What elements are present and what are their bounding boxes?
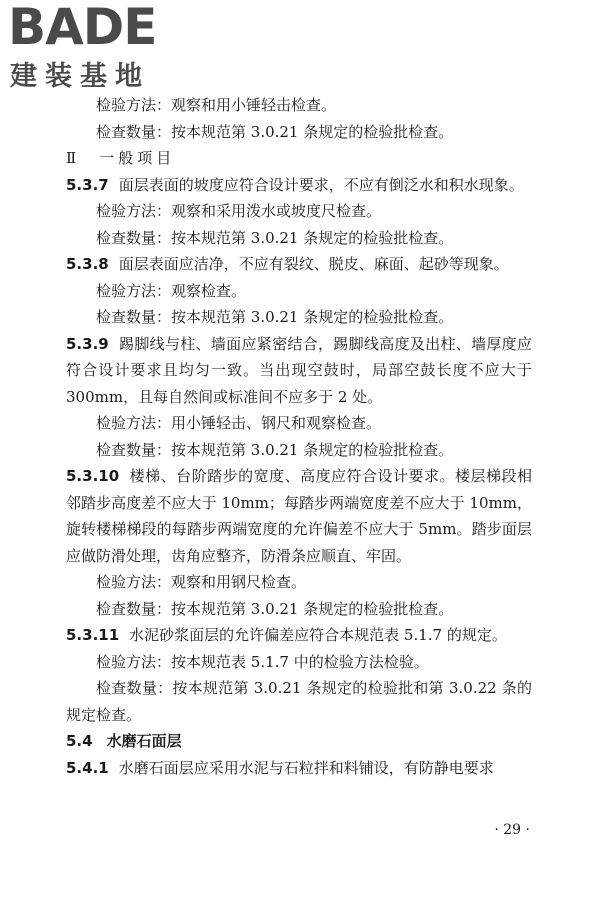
bade-logo <box>8 0 178 92</box>
inspection-quantity: 检查数量：按本规范第 3.0.21 条规定的检验批检查。 <box>96 599 454 618</box>
inspection-quantity: 检查数量：按本规范第 3.0.21 条规定的检验批和第 3.0.22 条的规定检查。 <box>66 679 532 724</box>
clause-5-3-11 <box>66 622 532 649</box>
logo-subtitle: 建装基地 <box>10 61 150 92</box>
clause-5-4-1 <box>66 755 532 782</box>
clause-number: 5.4.1 <box>66 758 109 777</box>
clause-text: 水磨石面层应采用水泥与石粒拌和料铺设，有防静电要求 <box>118 758 494 777</box>
clause-5-3-10 <box>66 463 532 569</box>
clause-text: 踢脚线与柱、墙面应紧密结合，踢脚线高度及出柱、墙厚度应符合设计要求且均匀一致。当出现空鼓时，局部空鼓长度不应大于 300mm，且每自然间或标准间不应多于 2 处。 <box>66 334 532 406</box>
logo-brand: BADE <box>8 0 157 56</box>
document-body <box>66 92 532 781</box>
inspection-method: 检验方法：用小锤轻击、钢尺和观察检查。 <box>96 414 382 432</box>
clause-text: 面层表面应洁净，不应有裂纹、脱皮、麻面、起砂等现象。 <box>118 255 509 273</box>
clause-number: 5.3.10 <box>66 467 120 485</box>
inspection-method: 检验方法：观察和用钢尺检查。 <box>96 573 307 591</box>
clause-text: 水泥砂浆面层的允许偏差应符合本规范表 5.1.7 的规定。 <box>129 626 507 644</box>
clause-text: 面层表面的坡度应符合设计要求，不应有倒泛水和积水现象。 <box>118 175 524 194</box>
section-heading <box>66 728 532 755</box>
clause-number: 5.3.9 <box>66 334 109 353</box>
clause-number: 5.3.11 <box>66 626 120 644</box>
inspection-method: 检验方法：观察和用小锤轻击检查。 <box>96 96 337 114</box>
page-number: · 29 · <box>494 822 530 838</box>
section-title: 水磨石面层 <box>106 732 182 750</box>
inspection-method: 检验方法：观察检查。 <box>96 281 247 300</box>
inspection-quantity: 检查数量：按本规范第 3.0.21 条规定的检验批检查。 <box>96 228 454 247</box>
general-items-heading: Ⅱ 一般项目 <box>66 149 176 167</box>
inspection-quantity: 检查数量：按本规范第 3.0.21 条规定的检验批检查。 <box>96 122 454 141</box>
inspection-method: 检验方法：按本规范表 5.1.7 中的检验方法检验。 <box>96 652 429 671</box>
clause-number: 5.3.8 <box>66 255 109 273</box>
inspection-quantity: 检查数量：按本规范第 3.0.21 条规定的检验批检查。 <box>96 308 454 326</box>
inspection-method: 检验方法：观察和采用泼水或坡度尺检查。 <box>96 202 382 220</box>
clause-5-3-8 <box>66 251 532 278</box>
clause-number: 5.3.7 <box>66 175 109 194</box>
clause-text: 楼梯、台阶踏步的宽度、高度应符合设计要求。楼层梯段相邻踏步高度差不应大于 10mm；每踏步两端宽度差不应大于 10mm，旋转楼梯梯段的每踏步两端宽度的允许偏差不应大于 5mm。踏步面层应做防滑处理，齿角应整齐，防滑条应顺直、牢固。 <box>66 467 532 565</box>
inspection-quantity: 检查数量：按本规范第 3.0.21 条规定的检验批检查。 <box>96 440 454 459</box>
clause-5-3-7 <box>66 172 532 199</box>
clause-5-3-9 <box>66 331 532 411</box>
section-number: 5.4 <box>66 732 93 750</box>
